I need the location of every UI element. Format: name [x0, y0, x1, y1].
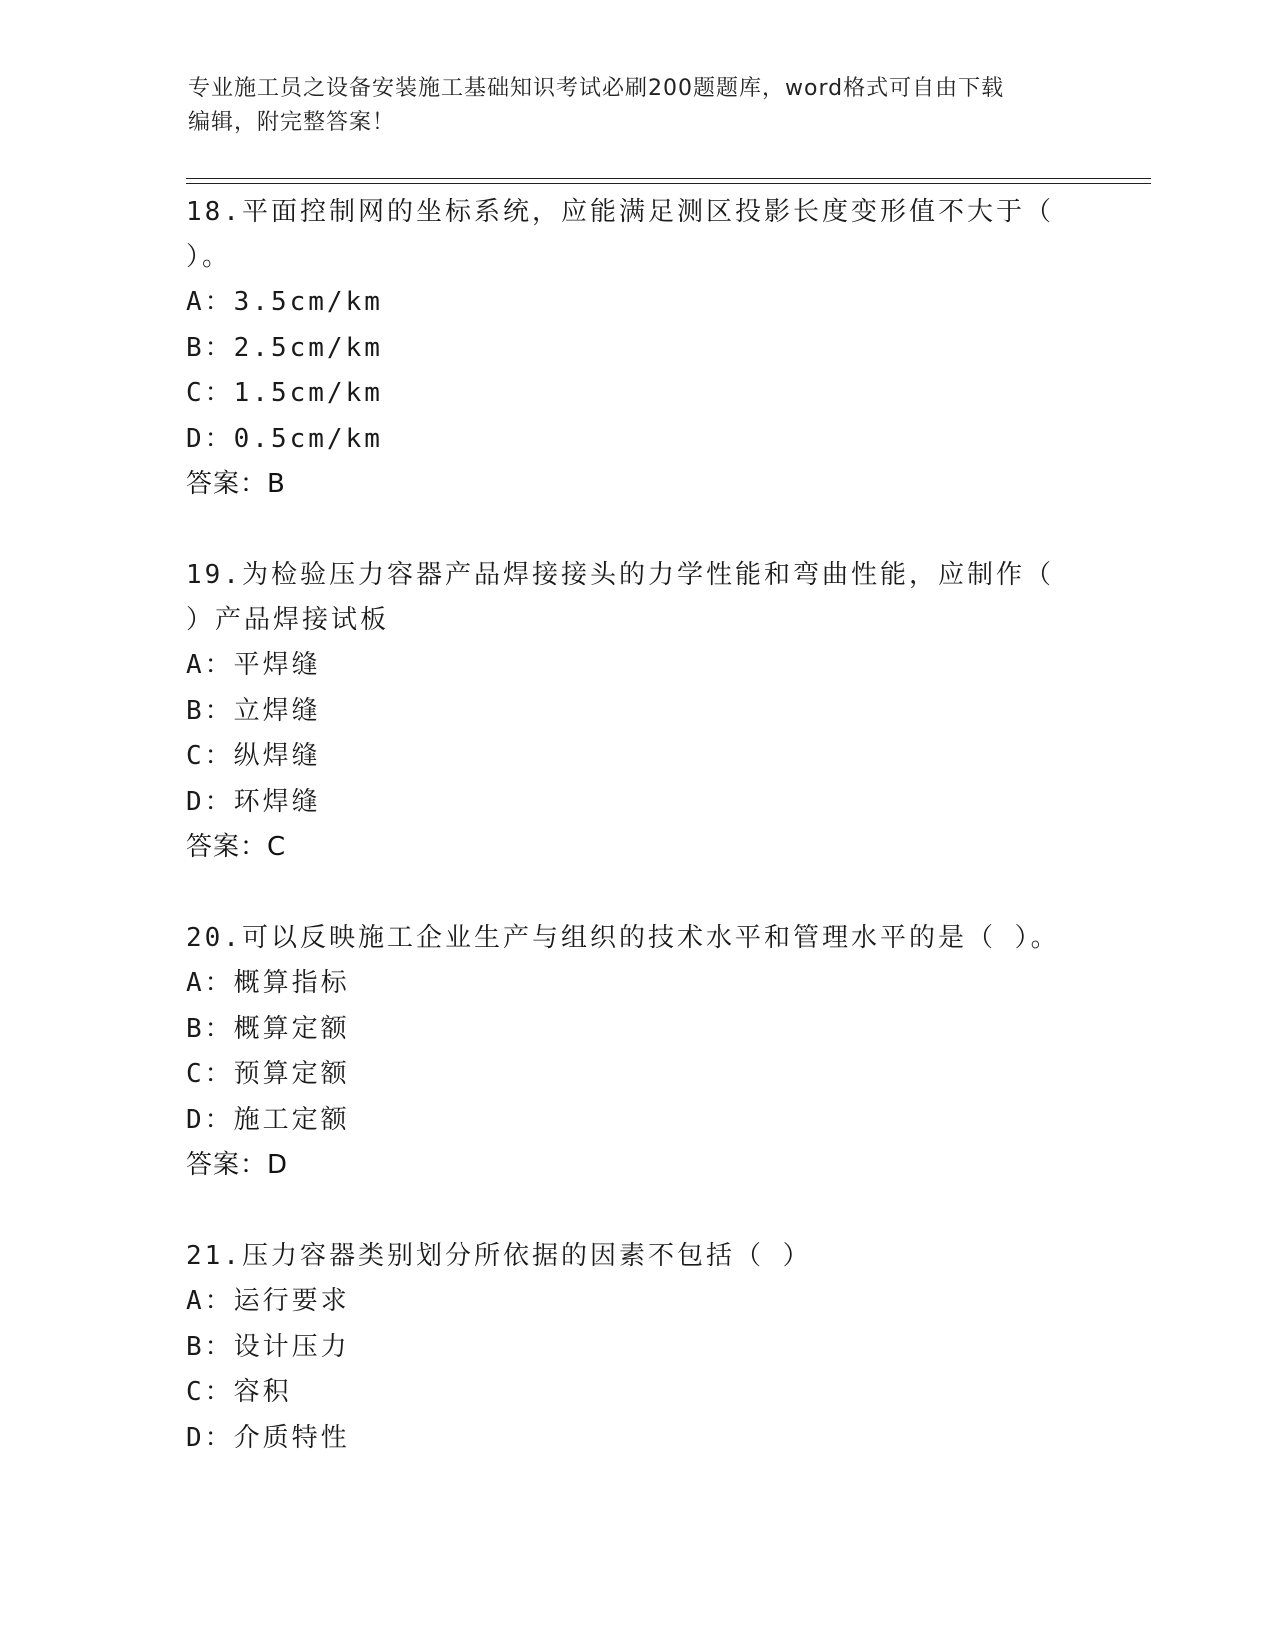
option-b	[186, 1325, 1066, 1371]
option-c	[186, 734, 1066, 780]
option-key: D：	[186, 1422, 234, 1453]
option-value: 环焊缝	[233, 786, 321, 817]
option-value: 纵焊缝	[233, 741, 321, 771]
option-value: 3.5cm/km	[233, 287, 383, 317]
option-key: A：	[186, 1286, 234, 1316]
question-text-line-2: ）产品焊接试板	[186, 605, 390, 635]
header-divider-top	[186, 178, 1151, 179]
option-d	[186, 417, 1066, 463]
option-key: D：	[186, 786, 234, 817]
question-text	[186, 916, 1066, 961]
option-value: 预算定额	[233, 1059, 350, 1089]
answer-line: 答案：C	[186, 832, 287, 862]
option-value: 介质特性	[233, 1422, 350, 1453]
option-key: B：	[186, 1013, 234, 1044]
option-key: C：	[186, 741, 234, 771]
option-d	[186, 1416, 1066, 1462]
option-value: 设计压力	[233, 1331, 350, 1362]
option-value: 施工定额	[233, 1104, 350, 1135]
option-key: A：	[186, 287, 234, 317]
question-18	[186, 190, 1066, 507]
question-list	[186, 190, 1066, 1507]
option-value: 概算指标	[233, 968, 350, 998]
option-key: C：	[186, 1059, 234, 1089]
option-key: B：	[186, 332, 234, 363]
option-value: 2.5cm/km	[233, 332, 383, 363]
option-a	[186, 643, 1066, 689]
option-key: A：	[186, 650, 234, 680]
question-20	[186, 916, 1066, 1188]
option-b	[186, 326, 1066, 372]
option-c	[186, 1052, 1066, 1098]
option-key: B：	[186, 695, 234, 726]
option-value: 1.5cm/km	[233, 378, 383, 408]
question-text	[186, 190, 1066, 280]
question-text-line-1: 20.可以反映施工企业生产与组织的技术水平和管理水平的是（ ）。	[186, 923, 1060, 953]
question-19	[186, 553, 1066, 870]
question-text-line-1: 21.压力容器类别划分所依据的因素不包括（ ）	[186, 1241, 812, 1271]
option-key: C：	[186, 1377, 234, 1407]
option-b	[186, 689, 1066, 735]
header-divider-bottom	[186, 183, 1151, 184]
header-line-1: 专业施工员之设备安装施工基础知识考试必刷200题题库，word格式可自由下载	[188, 76, 1005, 101]
option-key: C：	[186, 378, 234, 408]
option-value: 平焊缝	[233, 650, 321, 680]
option-a	[186, 1279, 1066, 1325]
option-value: 立焊缝	[233, 695, 321, 726]
option-c	[186, 1370, 1066, 1416]
option-key: B：	[186, 1331, 234, 1362]
header-line-2: 编辑，附完整答案！	[188, 110, 396, 135]
option-key: A：	[186, 968, 234, 998]
option-value: 运行要求	[233, 1286, 350, 1316]
option-key: D：	[186, 423, 234, 454]
question-text-line-2: ）。	[186, 242, 232, 272]
question-21	[186, 1234, 1066, 1461]
option-value: 容积	[233, 1377, 292, 1407]
option-value: 概算定额	[233, 1013, 350, 1044]
option-a	[186, 280, 1066, 326]
answer-line: 答案：D	[186, 1150, 289, 1180]
option-c	[186, 371, 1066, 417]
option-b	[186, 1007, 1066, 1053]
question-text	[186, 1234, 1066, 1279]
option-d	[186, 780, 1066, 826]
option-value: 0.5cm/km	[233, 423, 383, 454]
option-d	[186, 1098, 1066, 1144]
question-text-line-1: 19.为检验压力容器产品焊接接头的力学性能和弯曲性能，应制作（	[186, 560, 1054, 590]
answer-line: 答案：B	[186, 469, 286, 499]
option-a	[186, 961, 1066, 1007]
document-header	[188, 72, 1068, 140]
option-key: D：	[186, 1104, 234, 1135]
question-text	[186, 553, 1066, 643]
question-text-line-1: 18.平面控制网的坐标系统，应能满足测区投影长度变形值不大于（	[186, 197, 1054, 227]
